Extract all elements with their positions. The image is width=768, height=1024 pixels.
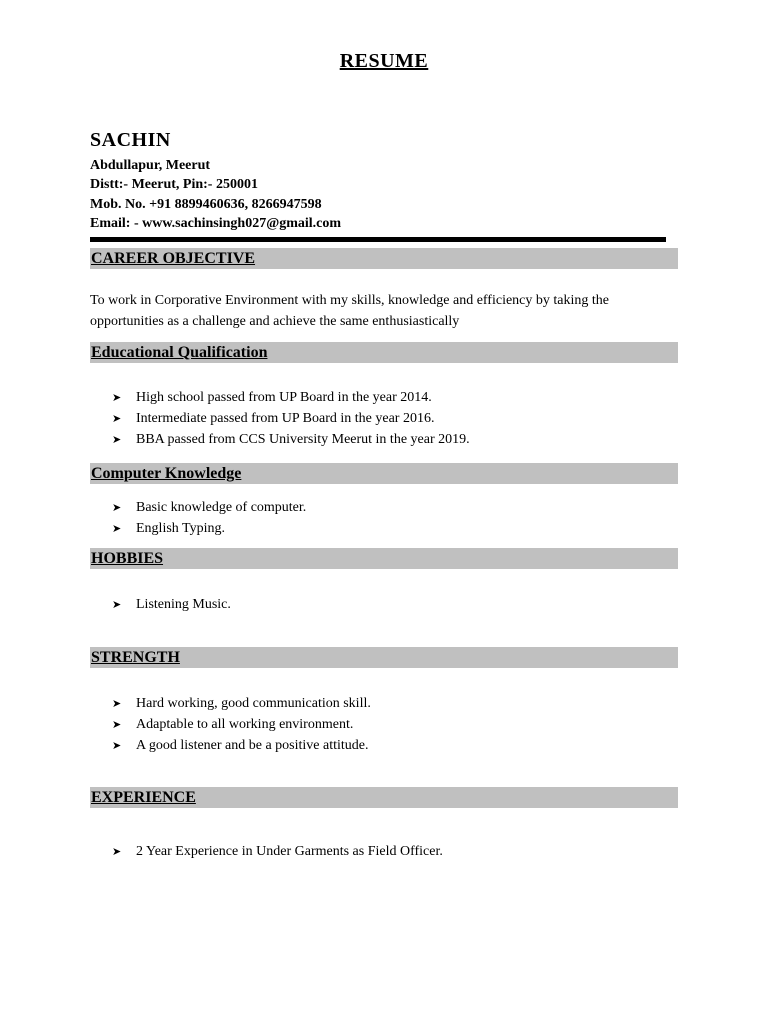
list-item	[90, 497, 306, 518]
list-item-text: Basic knowledge of computer.	[136, 500, 307, 515]
contact-block	[90, 129, 341, 233]
section-header-hobbies	[90, 548, 678, 569]
section-header-education	[90, 342, 678, 363]
list-item-text: Intermediate passed from UP Board in the year 2016.	[136, 411, 435, 426]
section-header-strength	[90, 647, 678, 668]
education-list	[90, 387, 470, 450]
arrow-bullet-icon: ➤	[112, 845, 122, 858]
strength-list	[90, 693, 371, 756]
list-item	[90, 518, 306, 539]
list-item	[90, 735, 371, 756]
section-heading: HOBBIES	[91, 550, 164, 567]
career-objective-text: To work in Corporative Environment with my skills, knowledge and efficiency by taking the opportunities as a challenge and achieve the same enthusiastically	[90, 293, 609, 329]
hobbies-list	[90, 594, 231, 615]
list-item	[90, 841, 443, 862]
section-heading: Computer Knowledge	[91, 465, 242, 482]
experience-list	[90, 841, 443, 862]
list-item	[90, 693, 371, 714]
list-item	[90, 714, 371, 735]
arrow-bullet-icon: ➤	[112, 501, 122, 514]
list-item-text: High school passed from UP Board in the year 2014.	[136, 390, 432, 405]
arrow-bullet-icon: ➤	[112, 598, 122, 611]
section-heading: EXPERIENCE	[91, 789, 196, 806]
list-item	[90, 408, 470, 429]
list-item-text: 2 Year Experience in Under Garments as Field Officer.	[136, 844, 443, 859]
list-item-text: Hard working, good communication skill.	[136, 696, 371, 711]
section-header-computer-knowledge	[90, 463, 678, 484]
arrow-bullet-icon: ➤	[112, 522, 122, 535]
address-line: Abdullapur, Meerut	[90, 158, 211, 173]
list-item-text: Listening Music.	[136, 597, 231, 612]
list-item	[90, 387, 470, 408]
list-item-text: Adaptable to all working environment.	[136, 717, 354, 732]
section-header-experience	[90, 787, 678, 808]
page-title: RESUME	[339, 50, 429, 72]
header-divider	[90, 237, 666, 242]
arrow-bullet-icon: ➤	[112, 412, 122, 425]
email-line: Email: - www.sachinsingh027@gmail.com	[90, 215, 342, 231]
arrow-bullet-icon: ➤	[112, 739, 122, 752]
list-item	[90, 594, 231, 615]
list-item-text: English Typing.	[136, 521, 225, 536]
computer-knowledge-list	[90, 497, 306, 539]
list-item-text: BBA passed from CCS University Meerut in the year 2019.	[136, 432, 470, 447]
arrow-bullet-icon: ➤	[112, 391, 122, 404]
arrow-bullet-icon: ➤	[112, 718, 122, 731]
candidate-name: SACHIN	[90, 129, 171, 151]
section-heading: CAREER OBJECTIVE	[91, 250, 256, 267]
arrow-bullet-icon: ➤	[112, 697, 122, 710]
list-item-text: A good listener and be a positive attitude.	[136, 738, 369, 753]
arrow-bullet-icon: ➤	[112, 433, 122, 446]
district-line: Distt:- Meerut, Pin:- 250001	[90, 177, 258, 193]
list-item	[90, 429, 470, 450]
section-header-career-objective	[90, 248, 678, 269]
mobile-line: Mob. No. +91 8899460636, 8266947598	[90, 196, 322, 212]
section-heading: STRENGTH	[91, 649, 180, 666]
section-heading: Educational Qualification	[91, 344, 268, 361]
